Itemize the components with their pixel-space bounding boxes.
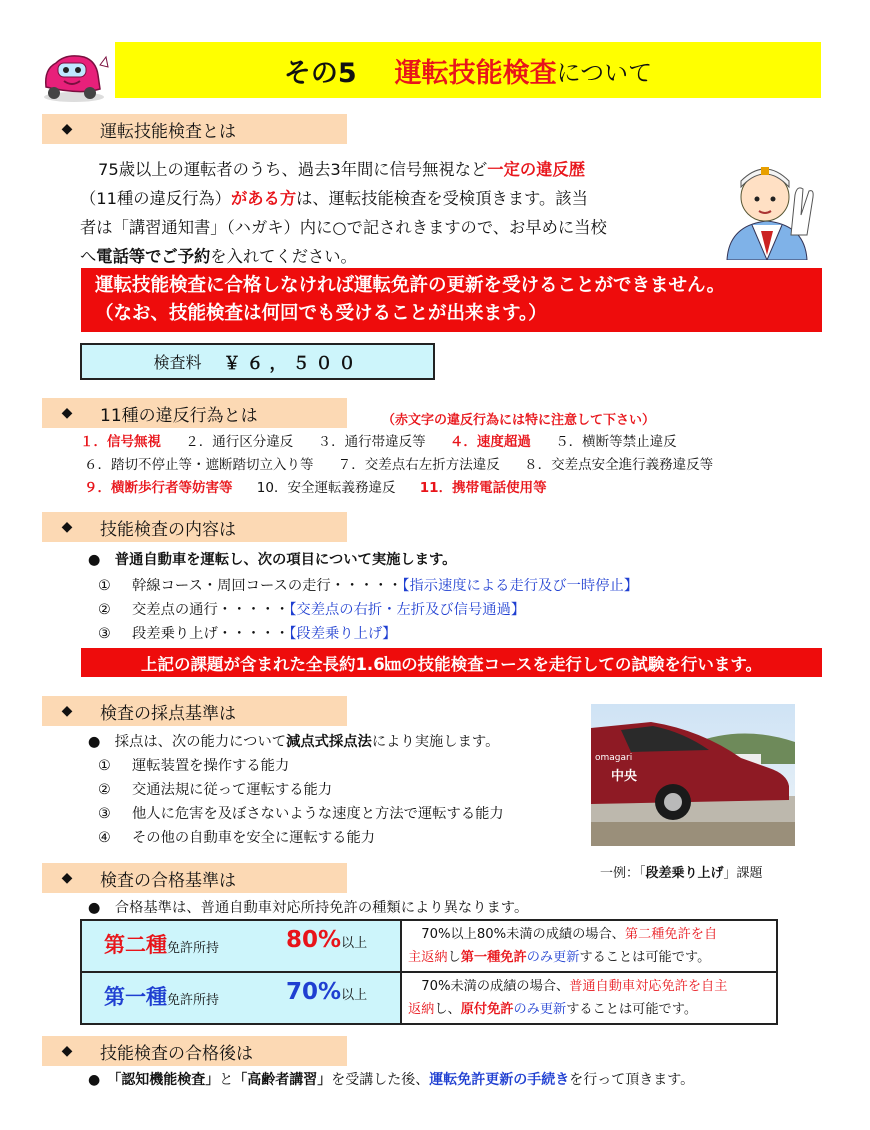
desc-blue: のみ更新 [526,950,580,965]
fee-box [80,343,435,380]
item-note: 【交差点の右折・左折及び信号通過】 [289,602,526,618]
desc-text: 70%以上80%未満の成績の場合、 [421,927,625,942]
item-text: その他の自動車を安全に運転する能力 [132,830,376,846]
section-heading-after-pass [42,1036,347,1066]
page-title [115,42,821,98]
police-officer-illustration [717,155,817,260]
section-heading-about [42,114,347,144]
pass-bullet-text: 合格基準は、普通自動車対応所持免許の種類により異なります。 [114,900,529,916]
item-note: 【段差乗り上げ】 [289,626,397,642]
pass-above: 以上 [341,936,368,951]
item-text: 交差点の通行・・・・・ [132,602,290,618]
after-pass-text: ● 「認知機能検査」と「高齢者講習」を受講した後、運転免許更新の手続きを行って頂きます。 [88,1072,695,1088]
violation-item: 10．安全運転義務違反 [256,480,396,496]
item-text: 交通法規に従って運転する能力 [132,782,333,798]
pass-percent: 70% [286,979,342,1005]
violations-row-1 [80,431,733,454]
scoring-text-b: により実施します。 [371,734,500,750]
title-suffix: について [556,58,653,87]
diamond-bullet-icon: ◆ [61,121,73,137]
title-prefix: その5 [283,57,357,89]
caption-bold: 段差乗り上げ [645,866,724,881]
pass-above: 以上 [341,988,368,1003]
desc-text: することは可能です。 [579,950,711,965]
section-heading-content [42,512,347,542]
violation-item: １．信号無視 [80,434,161,450]
section-heading-label: 11種の違反行為とは [100,405,258,426]
scoring-item [98,802,504,826]
desc-text: し [447,950,461,965]
diamond-bullet-icon: ◆ [61,870,73,886]
scoring-item [98,826,504,850]
scoring-bullet: ● 採点は、次の能力について減点式採点法により実施します。 [88,734,500,750]
license-cell-first [81,972,401,1024]
intro-line-1: 75歳以上の運転者のうち、過去3年間に信号無視など [98,160,488,179]
fee-label: 検査料 [153,353,202,372]
scoring-text-a: 採点は、次の能力について [114,734,287,750]
section-heading-pass-criteria [42,863,347,893]
warning-banner [81,268,822,332]
intro-highlight-applicable: がある方 [230,189,297,208]
intro-line-4a: へ [80,247,97,266]
license-kind: 第一種 [104,985,167,1009]
item-number: ② [98,782,111,798]
scoring-method: 減点式採点法 [286,734,372,750]
intro-paragraph [80,155,690,271]
after-text-c: 「高齢者講習」 [233,1072,332,1088]
warning-line-2: （なお、技能検査は何回でも受けることが出来ます。） [95,303,547,324]
car-brand-text: omagari [595,753,633,763]
item-number: ③ [98,626,111,642]
section-heading-label: 検査の合格基準は [100,870,236,891]
violations-note: （赤文字の違反行為には特に注意して下さい） [382,413,656,428]
item-number: ④ [98,830,111,846]
violation-item: ８．交差点安全進行義務違反等 [524,457,714,473]
violation-item: ５．横断等禁止違反 [555,434,677,450]
diamond-bullet-icon: ◆ [61,519,73,535]
course-banner-text: 上記の課題が含まれた全長約1.6㎞の技能検査コースを走行しての試験を行います。 [140,654,763,674]
violations-row-2 [84,454,733,477]
violation-item: ６．踏切不停止等・遮断踏切立入り等 [84,457,314,473]
section-heading-scoring [42,696,347,726]
car-door-text: 中央 [611,769,638,784]
license-cell-second [81,920,401,972]
item-note: 【指示速度による走行及び一時停止】 [402,578,639,594]
violation-item: 11．携帯電話使用等 [419,480,547,496]
license-kind: 第二種 [104,933,167,957]
item-number: ① [98,758,111,774]
item-text: 幹線コース・周回コースの走行・・・・・ [132,578,403,594]
desc-text: 70%未満の成績の場合、 [421,979,570,994]
desc-bold: 原付免許 [460,1002,514,1017]
item-number: ③ [98,806,111,822]
desc-red: 普通自動車対応免許を自主 [569,979,728,994]
item-text: 運転装置を操作する能力 [132,758,290,774]
content-items [98,574,638,646]
pass-percent: 80% [286,927,342,953]
pass-bullet: ● 合格基準は、普通自動車対応所持免許の種類により異なります。 [88,900,529,916]
course-banner [81,648,822,677]
item-text: 他人に危害を及ぼさないような速度と方法で運転する能力 [132,806,504,822]
intro-line-2b: は、運転技能検査を受検頂きます。該当 [296,189,588,208]
diamond-bullet-icon: ◆ [61,703,73,719]
pass-criteria-table [80,919,778,1025]
car-photo-drawing [591,704,795,846]
content-bullet: ● 普通自動車を運転し、次の項目について実施します。 [88,552,457,568]
violations-row-3 [84,477,733,500]
violation-item: ２．通行区分違反 [185,434,294,450]
item-text: 段差乗り上げ・・・・・ [132,626,290,642]
title-main: 運転技能検査 [394,57,557,89]
content-item [98,574,638,598]
item-number: ① [98,578,111,594]
section-heading-label: 技能検査の合格後は [100,1043,253,1064]
section-heading-violations [42,398,347,428]
desc-bold: 第一種免許 [460,950,527,965]
license-held: 免許所持 [167,993,220,1008]
section-heading-label: 技能検査の内容は [100,519,236,540]
diamond-bullet-icon: ◆ [61,405,73,421]
warning-line-1: 運転技能検査に合格しなければ運転免許の更新を受けることができません。 [95,275,726,296]
desc-blue: のみ更新 [513,1002,567,1017]
pass-description [401,920,777,972]
desc-text: することは可能です。 [566,1002,698,1017]
violation-item: ４．速度超過 [449,434,531,450]
caption-a: 一例：「 [600,866,646,881]
after-text-d: を受講した後、 [331,1072,430,1088]
item-number: ② [98,602,111,618]
caption-b: 」課題 [723,866,763,881]
section-heading-label: 検査の採点基準は [100,703,236,724]
table-row [81,972,777,1024]
violations-list [80,431,733,500]
scoring-item [98,754,504,778]
desc-red: 第二種免許を自 [624,927,718,942]
car-mascot-icon [40,45,112,105]
desc-red: 主返納 [408,950,448,965]
table-row [81,920,777,972]
intro-line-3: 者は「講習通知書」（ハガキ）内に○で記されきますので、お早めに当校 [80,218,607,237]
license-held: 免許所持 [167,941,220,956]
intro-reservation-note: 電話等でご予約 [96,247,211,266]
scoring-item [98,778,504,802]
content-bullet-text: 普通自動車を運転し、次の項目について実施します。 [114,552,457,568]
violation-item: ７．交差点右左折方法違反 [337,457,500,473]
desc-text: し、 [434,1002,461,1017]
after-text-f: を行って頂きます。 [569,1072,695,1088]
photo-caption [600,862,763,881]
content-item [98,622,638,646]
desc-red: 返納 [408,1002,435,1017]
pass-description [401,972,777,1024]
after-text-a: 「認知機能検査」 [114,1072,220,1088]
car-step-photo [591,704,795,846]
fee-amount: ￥６，５００ [223,354,362,374]
scoring-items [98,754,504,850]
intro-line-2a: （11種の違反行為） [80,189,231,208]
diamond-bullet-icon: ◆ [61,1043,73,1059]
violation-item: ３．通行帯違反等 [317,434,426,450]
intro-highlight-violation: 一定の違反歴 [487,160,585,179]
after-text-e: 運転免許更新の手続き [429,1072,570,1088]
violation-item: ９．横断歩行者等妨害等 [84,480,233,496]
content-item [98,598,638,622]
section-heading-label: 運転技能検査とは [100,121,236,142]
after-text-b: と [219,1072,234,1088]
intro-line-4b: を入れてください。 [210,247,357,266]
